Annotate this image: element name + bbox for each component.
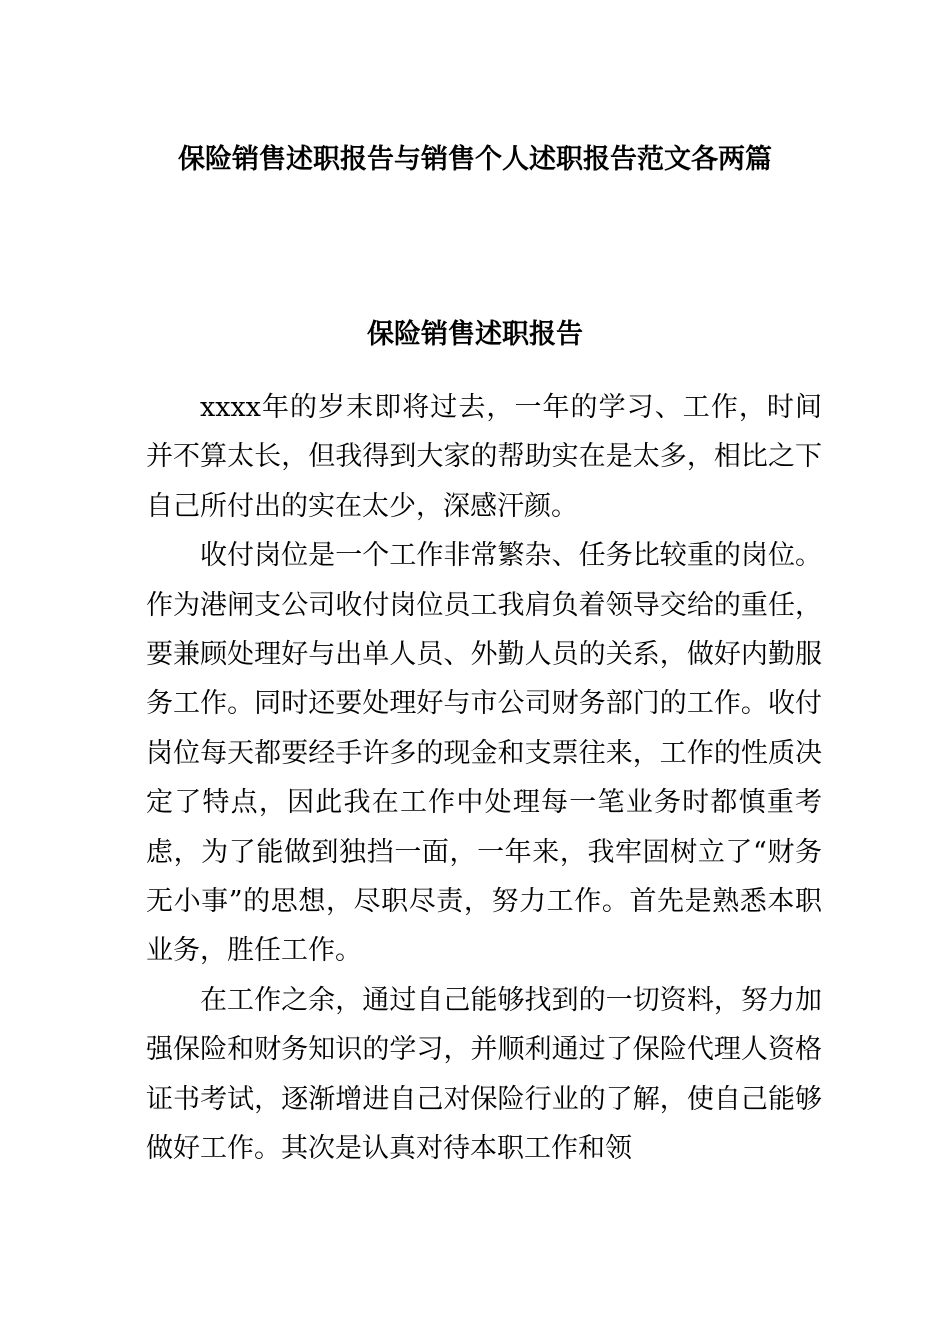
paragraph-1: xxxx年的岁末即将过去，一年的学习、工作，时间并不算太长，但我得到大家的帮助实在是太多，相比之下自己所付出的实在太少，深感汗颜。 <box>146 392 822 522</box>
paragraph-3: 在工作之余，通过自己能够找到的一切资料，努力加强保险和财务知识的学习，并顺利通过了保险代理人资格证书考试，逐渐增进自己对保险行业的了解，使自己能够做好工作。其次是认真对待本职工作和领 <box>146 984 822 1165</box>
paragraph-2: 收付岗位是一个工作非常繁杂、任务比较重的岗位。作为港闸支公司收付岗位员工我肩负着领导交给的重任，要兼顾处理好与出单人员、外勤人员的关系，做好内勤服务工作。同时还要处理好与市公司财务部门的工作。收付岗位每天都要经手许多的现金和支票往来，工作的性质决定了特点，因此我在工作中处理每一笔业务时都慎重考虑，为了能做到独挡一面，一年来，我牢固树立了“财务无小事”的思想，尽职尽责，努力工作。首先是熟悉本职业务，胜任工作。 <box>146 540 822 967</box>
document-title: 保险销售述职报告与销售个人述职报告范文各两篇 <box>178 144 772 175</box>
section-heading: 保险销售述职报告 <box>367 319 583 350</box>
document-body <box>146 383 822 1174</box>
